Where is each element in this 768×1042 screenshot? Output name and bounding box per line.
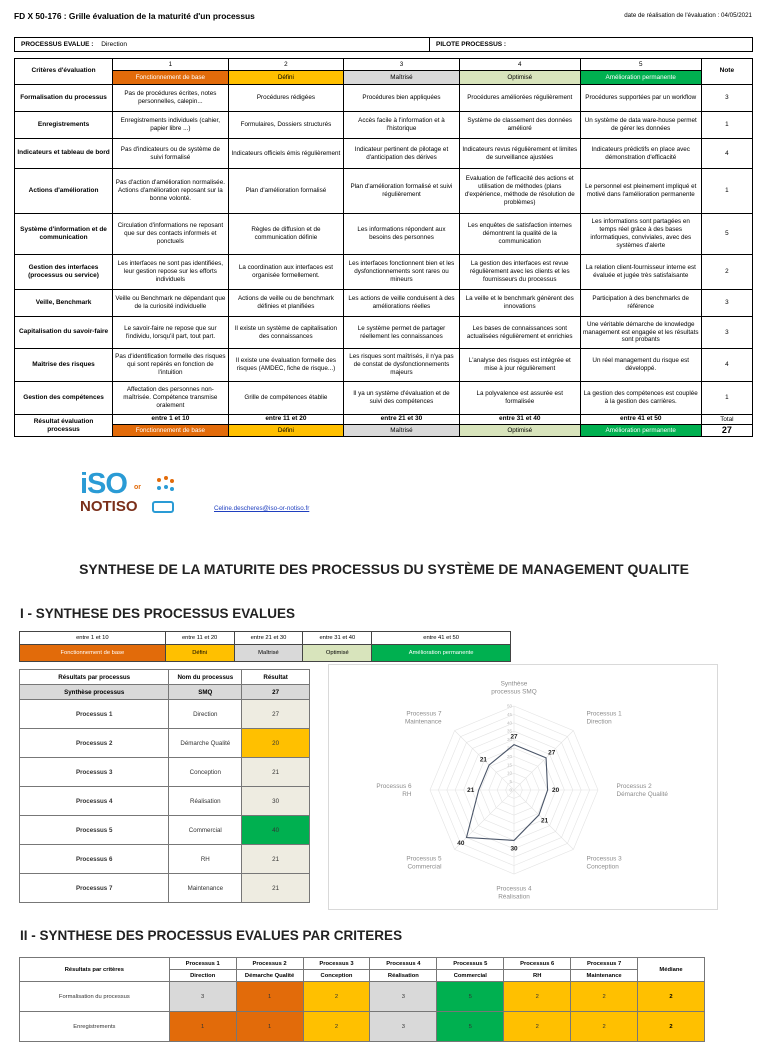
level-description: Un réel management du risque est développé.	[580, 349, 701, 382]
level-description: Enregistrements individuels (cahier, papier libre ...)	[113, 112, 229, 139]
criteria-header: Critères d'évaluation	[15, 59, 113, 85]
logo-dots-icon	[155, 476, 175, 496]
criteria-process-header: Processus 3	[303, 958, 370, 970]
criterion-label: Maîtrise des risques	[15, 349, 113, 382]
legend-level: Optimisé	[303, 645, 372, 662]
level-num: 2	[228, 59, 344, 71]
synthese-title: SYNTHESE DE LA MATURITE DES PROCESSUS DU SYSTÈME DE MANAGEMENT QUALITE	[79, 561, 689, 577]
total-label: Total	[701, 415, 752, 425]
criteria-score: 1	[169, 1012, 236, 1042]
level-name: Optimisé	[459, 425, 580, 437]
criterion-note: 4	[701, 349, 752, 382]
criteria-process-header: Processus 6	[504, 958, 571, 970]
level-num: 5	[580, 59, 701, 71]
radar-tick-label: 40	[506, 720, 512, 726]
page-title: FD X 50-176 : Grille évaluation de la maturité d'un processus	[14, 11, 255, 21]
level-description: Pas d'indicateurs ou de système de suivi formalisé	[113, 139, 229, 169]
criteria-score: 2	[303, 1012, 370, 1042]
radar-tick-label: 50	[506, 703, 512, 709]
radar-value-label: 21	[479, 756, 487, 764]
level-description: Le personnel est pleinement impliqué et motivé dans l'amélioration permanente	[580, 169, 701, 214]
process-result-row	[20, 758, 310, 787]
criteria-process-header: Processus 1	[169, 958, 236, 970]
radar-tick-label: 5	[509, 779, 512, 785]
level-description: Affectation des personnes non-maîtrisée. Compétence transmise oralement	[113, 382, 229, 415]
criteria-row-label: Enregistrements	[20, 1012, 170, 1042]
grid-row	[15, 317, 753, 349]
level-name: Défini	[228, 71, 344, 85]
criterion-note: 3	[701, 317, 752, 349]
evaluation-date: date de réalisation de l'évaluation : 04/05/2021	[624, 12, 752, 19]
level-description: Evaluation de l'efficacité des actions et utilisation de méthodes (plans d'expérience, méthode de résolution de problèmes)	[459, 169, 580, 214]
criterion-note: 3	[701, 85, 752, 112]
logo-iso-text: iSO	[80, 468, 127, 500]
radar-category-label: Processus 5 Commercial	[406, 855, 442, 871]
level-description: Les actions de veille conduisent à des améliorations réelles	[344, 290, 460, 317]
level-description: Indicateurs prédictifs en place avec démonstration d'efficacité	[580, 139, 701, 169]
process-label: Processus 6	[20, 845, 169, 874]
level-description: Système de classement des données amélioré	[459, 112, 580, 139]
radar-tick-label: 30	[506, 737, 512, 743]
level-description: Procédures rédigées	[228, 85, 344, 112]
level-description: L'analyse des risques est intégrée et mise à jour régulièrement	[459, 349, 580, 382]
criteria-process-name: Direction	[169, 970, 236, 982]
process-label: Processus 2	[20, 729, 169, 758]
criteria-row	[20, 1012, 705, 1042]
level-name: Maîtrisé	[344, 425, 460, 437]
criteria-score: 2	[571, 1012, 638, 1042]
legend-range: entre 11 et 20	[165, 632, 234, 645]
criteria-score: 3	[370, 1012, 437, 1042]
radar-chart-frame	[328, 664, 718, 910]
level-name: Maîtrisé	[344, 71, 460, 85]
total-value: 27	[701, 425, 752, 437]
contact-email-link[interactable]: Celine.descheres@iso-or-notiso.fr	[214, 505, 310, 512]
criteria-process-header: Processus 2	[236, 958, 303, 970]
criteria-process-name: Conception	[303, 970, 370, 982]
criterion-note: 2	[701, 255, 752, 290]
process-result-row	[20, 729, 310, 758]
process-name: Maintenance	[169, 874, 242, 903]
pilot-cell	[430, 38, 753, 52]
median-header: Médiane	[638, 958, 705, 982]
radar-value-label: 21	[467, 787, 475, 794]
process-name: Conception	[169, 758, 242, 787]
process-label: Processus 4	[20, 787, 169, 816]
level-description: Participation à des benchmarks de référence	[580, 290, 701, 317]
legend-level: Défini	[165, 645, 234, 662]
logo-or-text: or	[134, 484, 141, 491]
level-description: Les informations répondent aux besoins des personnes	[344, 214, 460, 255]
radar-category-label: Synthèse processus SMQ	[491, 680, 537, 696]
note-header: Note	[701, 59, 752, 85]
level-description: La gestion des compétences est couplée à la gestion des carrières.	[580, 382, 701, 415]
criterion-note: 3	[701, 290, 752, 317]
synthese-value: 27	[242, 685, 310, 700]
process-name: Réalisation	[169, 787, 242, 816]
criteria-score: 3	[169, 982, 236, 1012]
legend-range: entre 1 et 10	[20, 632, 166, 645]
process-result: 21	[242, 758, 310, 787]
radar-category-label: Processus 2 Démarche Qualité	[616, 783, 668, 798]
radar-value-label: 20	[552, 787, 560, 794]
level-description: Actions de veille ou de benchmark définies et planifiées	[228, 290, 344, 317]
criterion-label: Gestion des interfaces (processus ou service)	[15, 255, 113, 290]
level-description: Il existe un système de capitalisation des connaissances	[228, 317, 344, 349]
level-description: Indicateur pertinent de pilotage et d'anticipation des dérives	[344, 139, 460, 169]
grid-row	[15, 214, 753, 255]
criteria-score: 1	[236, 1012, 303, 1042]
grid-row	[15, 85, 753, 112]
process-result-row	[20, 874, 310, 903]
level-description: Plan d'amélioration formalisé et suivi régulièrement	[344, 169, 460, 214]
level-range: entre 1 et 10	[113, 415, 229, 425]
process-name: Direction	[169, 700, 242, 729]
legend-range: entre 31 et 40	[303, 632, 372, 645]
criterion-label: Actions d'amélioration	[15, 169, 113, 214]
logo-notiso-text: NOTISO	[80, 498, 138, 515]
grid-row	[15, 290, 753, 317]
process-result: 27	[242, 700, 310, 729]
grid-row	[15, 139, 753, 169]
process-label: Processus 3	[20, 758, 169, 787]
synthese-name: SMQ	[169, 685, 242, 700]
level-description: Les informations sont partagées en temps réel grâce à des bases informatiques, conviviales, avec des systèmes d'alerte	[580, 214, 701, 255]
level-legend	[19, 631, 511, 662]
level-description: Les risques sont maîtrisés, il n'ya pas de constat de dysfonctionnements majeurs	[344, 349, 460, 382]
level-name: Fonctionnement de base	[113, 425, 229, 437]
criterion-note: 4	[701, 139, 752, 169]
criteria-median: 2	[638, 1012, 705, 1042]
level-description: Pas d'action d'amélioration normalisée. Actions d'amélioration reposant sur la bonne volonté.	[113, 169, 229, 214]
criterion-label: Gestion des compétences	[15, 382, 113, 415]
criteria-process-name: Démarche Qualité	[236, 970, 303, 982]
criteria-score: 3	[370, 982, 437, 1012]
criterion-note: 1	[701, 382, 752, 415]
level-description: Accès facile à l'information et à l'historique	[344, 112, 460, 139]
process-label: Processus 7	[20, 874, 169, 903]
criteria-score: 5	[437, 1012, 504, 1042]
radar-category-label: Processus 1 Direction	[586, 710, 622, 726]
criteria-score: 2	[504, 982, 571, 1012]
radar-category-label: Processus 3 Conception	[586, 855, 622, 871]
grid-row	[15, 255, 753, 290]
level-name: Amélioration permanente	[580, 425, 701, 437]
criteria-score: 2	[504, 1012, 571, 1042]
process-label: Processus 5	[20, 816, 169, 845]
radar-tick-label: 10	[506, 770, 512, 776]
grid-row	[15, 349, 753, 382]
level-range: entre 41 et 50	[580, 415, 701, 425]
criteria-process-name: RH	[504, 970, 571, 982]
level-description: Procédures améliorées régulièrement	[459, 85, 580, 112]
criteria-score: 2	[571, 982, 638, 1012]
criteria-median: 2	[638, 982, 705, 1012]
radar-category-label: Processus 7 Maintenance	[404, 710, 442, 726]
process-header-table	[14, 37, 753, 52]
level-description: Il existe une évaluation formelle des risques (AMDEC, fiche de risque...)	[228, 349, 344, 382]
level-name: Défini	[228, 425, 344, 437]
radar-tick-label: 25	[506, 745, 512, 751]
results-header: Nom du processus	[169, 670, 242, 685]
level-description: Les interfaces ne sont pas identifiées, leur gestion repose sur les efforts individuels	[113, 255, 229, 290]
process-result-row	[20, 700, 310, 729]
criteria-process-header: Processus 5	[437, 958, 504, 970]
radar-value-label: 30	[510, 845, 518, 853]
level-description: Il ya un système d'évaluation et de suivi des compétences	[344, 382, 460, 415]
radar-tick-label: 35	[506, 728, 512, 734]
criterion-label: Veille, Benchmark	[15, 290, 113, 317]
level-range: entre 11 et 20	[228, 415, 344, 425]
level-description: Procédures bien appliquées	[344, 85, 460, 112]
level-description: Circulation d'informations ne reposant que sur des contacts informels et ponctuels	[113, 214, 229, 255]
process-name: Démarche Qualité	[169, 729, 242, 758]
logo-box-icon	[152, 501, 174, 513]
level-description: Procédures supportées par un workflow	[580, 85, 701, 112]
level-name: Optimisé	[459, 71, 580, 85]
criteria-process-header: Processus 7	[571, 958, 638, 970]
level-description: La coordination aux interfaces est organisée formellement.	[228, 255, 344, 290]
results-by-process-table	[19, 669, 310, 903]
criterion-label: Système d'information et de communication	[15, 214, 113, 255]
process-name: Commercial	[169, 816, 242, 845]
level-description: Les bases de connaissances sont actualisées régulièrement et enrichies	[459, 317, 580, 349]
process-label: Processus 1	[20, 700, 169, 729]
grid-row	[15, 169, 753, 214]
level-description: Un système de data ware-house permet de gérer les données	[580, 112, 701, 139]
level-description: Indicateurs revus régulièrement et limites de surveillance ajustées	[459, 139, 580, 169]
section-1-title: I - SYNTHESE DES PROCESSUS EVALUES	[20, 606, 296, 621]
level-description: La polyvalence est assurée est formalisée	[459, 382, 580, 415]
criterion-note: 5	[701, 214, 752, 255]
process-result: 21	[242, 874, 310, 903]
legend-level: Amélioration permanente	[372, 645, 511, 662]
legend-level: Maîtrisé	[234, 645, 303, 662]
level-num: 1	[113, 59, 229, 71]
criteria-process-name: Commercial	[437, 970, 504, 982]
criterion-label: Formalisation du processus	[15, 85, 113, 112]
process-evaluated-label: PROCESSUS EVALUE :	[21, 41, 94, 48]
radar-tick-label: 20	[506, 753, 512, 759]
process-result-row	[20, 845, 310, 874]
legend-level: Fonctionnement de base	[20, 645, 166, 662]
criteria-row-label: Formalisation du processus	[20, 982, 170, 1012]
radar-category-label: Processus 6 RH	[376, 783, 412, 798]
level-description: Les interfaces fonctionnent bien et les dysfonctionnements sont rares ou mineurs	[344, 255, 460, 290]
level-description: La gestion des interfaces est revue régulièrement avec les clients et les fournisseurs du processus	[459, 255, 580, 290]
grid-row	[15, 112, 753, 139]
radar-chart	[329, 665, 719, 911]
radar-tick-label: 45	[506, 711, 512, 717]
process-evaluated-cell	[15, 38, 430, 52]
radar-value-label: 27	[548, 749, 556, 757]
level-num: 3	[344, 59, 460, 71]
pilot-label: PILOTE PROCESSUS :	[436, 41, 507, 48]
criteria-score: 1	[236, 982, 303, 1012]
process-evaluated-value: Direction	[101, 41, 127, 48]
process-result-row	[20, 787, 310, 816]
legend-range: entre 41 et 50	[372, 632, 511, 645]
section-2-title: II - SYNTHESE DES PROCESSUS EVALUES PAR CRITERES	[20, 928, 403, 943]
results-header: Résultat	[242, 670, 310, 685]
level-num: 4	[459, 59, 580, 71]
criteria-score: 2	[303, 982, 370, 1012]
criterion-note: 1	[701, 112, 752, 139]
results-header: Résultats par processus	[20, 670, 169, 685]
level-range: entre 31 et 40	[459, 415, 580, 425]
criteria-score: 5	[437, 982, 504, 1012]
radar-value-label: 27	[510, 733, 518, 741]
criterion-label: Capitalisation du savoir-faire	[15, 317, 113, 349]
level-description: Règles de diffusion et de communication définie	[228, 214, 344, 255]
level-name: Fonctionnement de base	[113, 71, 229, 85]
process-result: 30	[242, 787, 310, 816]
criteria-table-label: Résultats par critères	[20, 958, 170, 982]
radar-tick-label: 0	[509, 787, 512, 793]
grid-row	[15, 382, 753, 415]
level-description: Pas de procédures écrites, notes personnelles, calepin...	[113, 85, 229, 112]
criteria-process-header: Processus 4	[370, 958, 437, 970]
level-name: Amélioration permanente	[580, 71, 701, 85]
criteria-process-name: Maintenance	[571, 970, 638, 982]
level-description: Les enquêtes de satisfaction internes démontrent la qualité de la communication	[459, 214, 580, 255]
legend-range: entre 21 et 30	[234, 632, 303, 645]
criterion-label: Indicateurs et tableau de bord	[15, 139, 113, 169]
radar-value-label: 21	[541, 817, 549, 825]
level-description: Le savoir-faire ne repose que sur l'individu, lorsqu'il part, tout part.	[113, 317, 229, 349]
process-result: 40	[242, 816, 310, 845]
level-description: La veille et le benchmark génèrent des innovations	[459, 290, 580, 317]
level-description: Plan d'amélioration formalisé	[228, 169, 344, 214]
iso-or-notiso-logo	[80, 468, 180, 520]
criterion-label: Enregistrements	[15, 112, 113, 139]
criteria-synthesis-table	[19, 957, 705, 1042]
level-description: Le système permet de partager réellement les connaissances	[344, 317, 460, 349]
criteria-row	[20, 982, 705, 1012]
synthese-label: Synthèse processus	[20, 685, 169, 700]
process-name: RH	[169, 845, 242, 874]
level-description: Veille ou Benchmark ne dépendant que de la curiosité individuelle	[113, 290, 229, 317]
process-result: 21	[242, 845, 310, 874]
process-result-row	[20, 816, 310, 845]
level-description: Une véritable démarche de knowledge management est engagée et les résultats sont probants	[580, 317, 701, 349]
result-label: Résultat évaluation processus	[15, 415, 113, 437]
level-description: Formulaires, Dossiers structurés	[228, 112, 344, 139]
level-range: entre 21 et 30	[344, 415, 460, 425]
level-description: Grille de compétences établie	[228, 382, 344, 415]
level-description: Pas d'identification formelle des risques qui sont repérés en fonction de l'intuition	[113, 349, 229, 382]
criteria-process-name: Réalisation	[370, 970, 437, 982]
radar-category-label: Processus 4 Réalisation	[496, 885, 532, 901]
level-description: Indicateurs officiels émis régulièrement	[228, 139, 344, 169]
process-result: 20	[242, 729, 310, 758]
radar-tick-label: 15	[506, 762, 512, 768]
radar-value-label: 40	[457, 840, 465, 848]
level-description: La relation client-fournisseur interne est évaluée et jugée très satisfaisante	[580, 255, 701, 290]
criterion-note: 1	[701, 169, 752, 214]
maturity-grid	[14, 58, 753, 437]
